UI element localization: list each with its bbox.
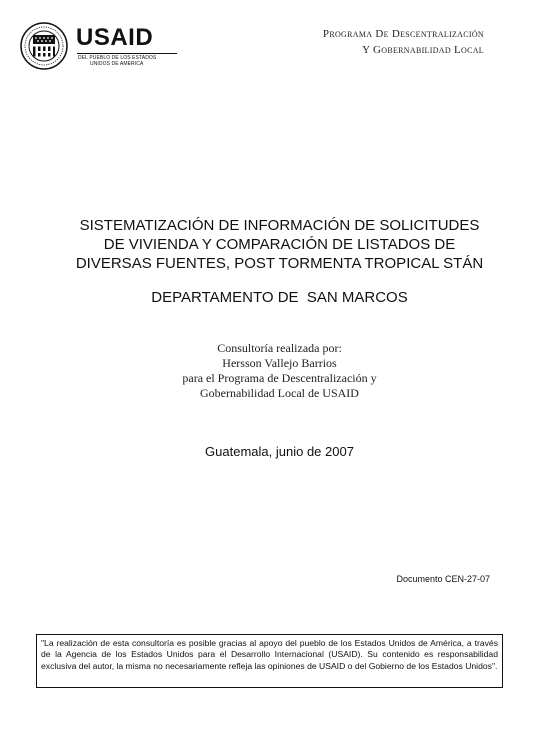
usaid-logo [20, 22, 180, 74]
title-line-1: SISTEMATIZACIÓN DE INFORMACIÓN DE SOLICITUDES [79, 217, 480, 234]
consultancy-line-3: para el Programa de Descentralización y [182, 371, 377, 385]
consultancy-line-2: Hersson Vallejo Barrios [222, 356, 337, 370]
usaid-wordmark: USAID [76, 24, 154, 51]
usaid-divider [77, 53, 177, 54]
disclaimer-box: "La realización de esta consultoría es posible gracias al apoyo del pueblo de los Estados Unidos de América, a través de la Agencia de los Estados Unidos para el Desarrollo Internacional (USAID). Su contenido es responsabilidad exclusiva del autor, la misma no necesariamente refleja las opiniones de USAID o del Gobierno de los Estados Unidos". [36, 634, 503, 688]
consultancy-credits [40, 341, 519, 401]
title-line-2: DE VIVIENDA Y COMPARACIÓN DE LISTADOS DE [103, 236, 456, 253]
consultancy-line-1: Consultoría realizada por: [217, 341, 342, 355]
usaid-seal-icon [20, 22, 68, 70]
program-header-line2: Y Gobernabilidad Local [362, 44, 484, 56]
document-title [40, 216, 519, 273]
program-header [323, 26, 484, 58]
title-line-3: DIVERSAS FUENTES, POST TORMENTA TROPICAL STÁN [75, 255, 484, 272]
department-heading: DEPARTAMENTO DE SAN MARCOS [151, 289, 408, 306]
usaid-tagline-line2: UNIDOS DE AMERICA [90, 61, 144, 67]
publication-date: Guatemala, junio de 2007 [205, 444, 354, 459]
usaid-tagline-line1: DEL PUEBLO DE LOS ESTADOS [78, 55, 157, 61]
program-header-line1: Programa De Descentralización [322, 28, 484, 40]
document-number: Documento CEN-27-07 [396, 574, 490, 584]
consultancy-line-4: Gobernabilidad Local de USAID [200, 386, 359, 400]
